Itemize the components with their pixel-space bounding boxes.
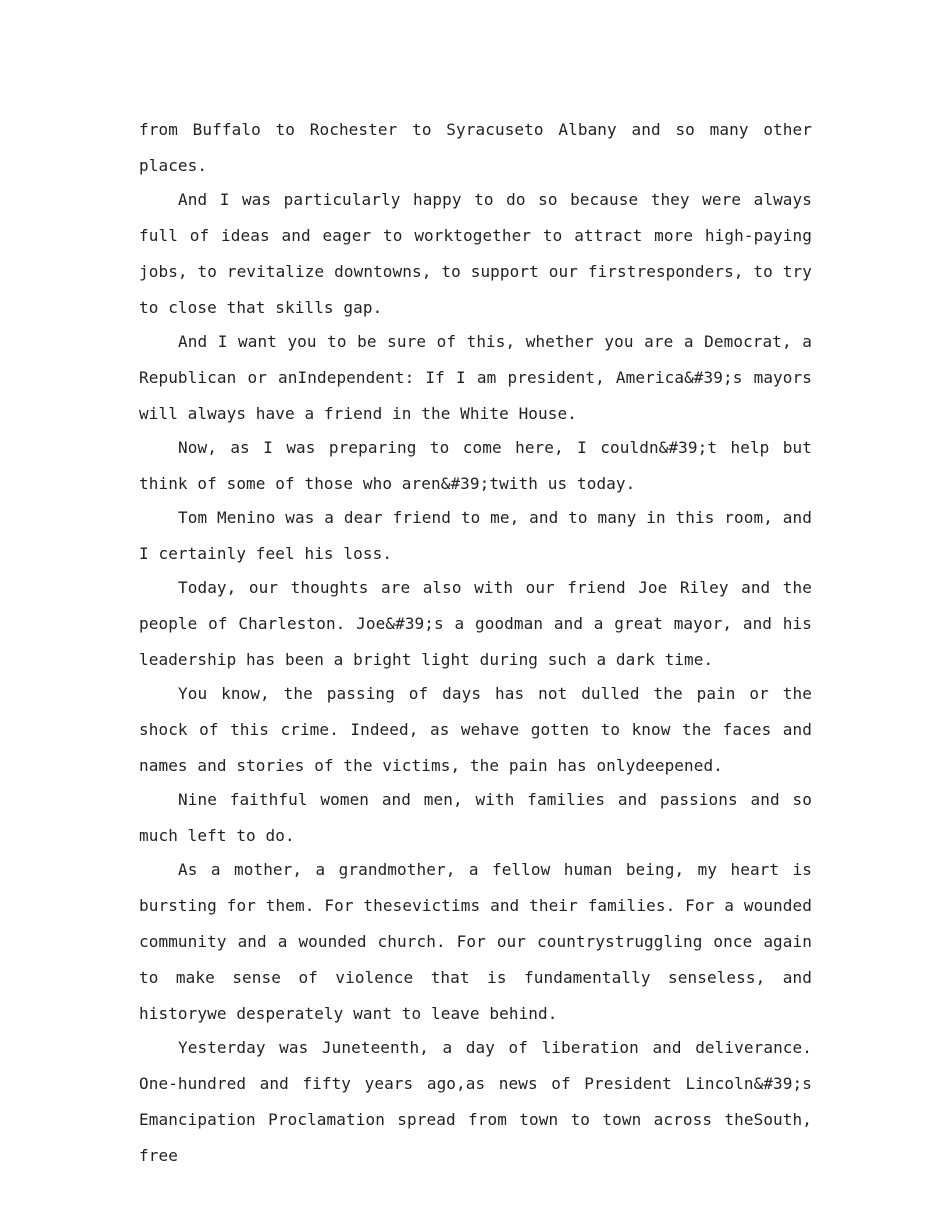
paragraph-5: Tom Menino was a dear friend to me, and to many in this room, and I certainly feel his loss. <box>139 508 812 563</box>
paragraph-6: Today, our thoughts are also with our friend Joe Riley and the people of Charleston. Joe&#39;s a goodman and a great mayor, and his leadership has been a bright light during such a dark time. <box>139 578 812 669</box>
paragraph-3: And I want you to be sure of this, whether you are a Democrat, a Republican or anIndependent: If I am president, America&#39;s mayors will always have a friend in the White House. <box>139 332 812 423</box>
paragraph-1: from Buffalo to Rochester to Syracuseto Albany and so many other places. <box>139 120 812 175</box>
paragraph-2: And I was particularly happy to do so because they were always full of ideas and eager to worktogether to attract more high-paying jobs, to revitalize downtowns, to support our firstresponders, to try to close that skills gap. <box>139 190 812 317</box>
document-body <box>139 112 812 1172</box>
paragraph-9: As a mother, a grandmother, a fellow human being, my heart is bursting for them. For thesevictims and their families. For a wounded community and a wounded church. For our countrystruggling once again to make sense of violence that is fundamentally senseless, and historywe desperately want to leave behind. <box>139 860 812 1023</box>
paragraph-8: Nine faithful women and men, with families and passions and so much left to do. <box>139 790 812 845</box>
paragraph-4: Now, as I was preparing to come here, I couldn&#39;t help but think of some of those who aren&#39;twith us today. <box>139 438 812 493</box>
paragraph-7: You know, the passing of days has not dulled the pain or the shock of this crime. Indeed, as wehave gotten to know the faces and names and stories of the victims, the pain has onlydeepened. <box>139 684 812 775</box>
paragraph-10: Yesterday was Juneteenth, a day of liberation and deliverance. One-hundred and fifty years ago,as news of President Lincoln&#39;s Emancipation Proclamation spread from town to town across theSouth, free <box>139 1038 812 1165</box>
